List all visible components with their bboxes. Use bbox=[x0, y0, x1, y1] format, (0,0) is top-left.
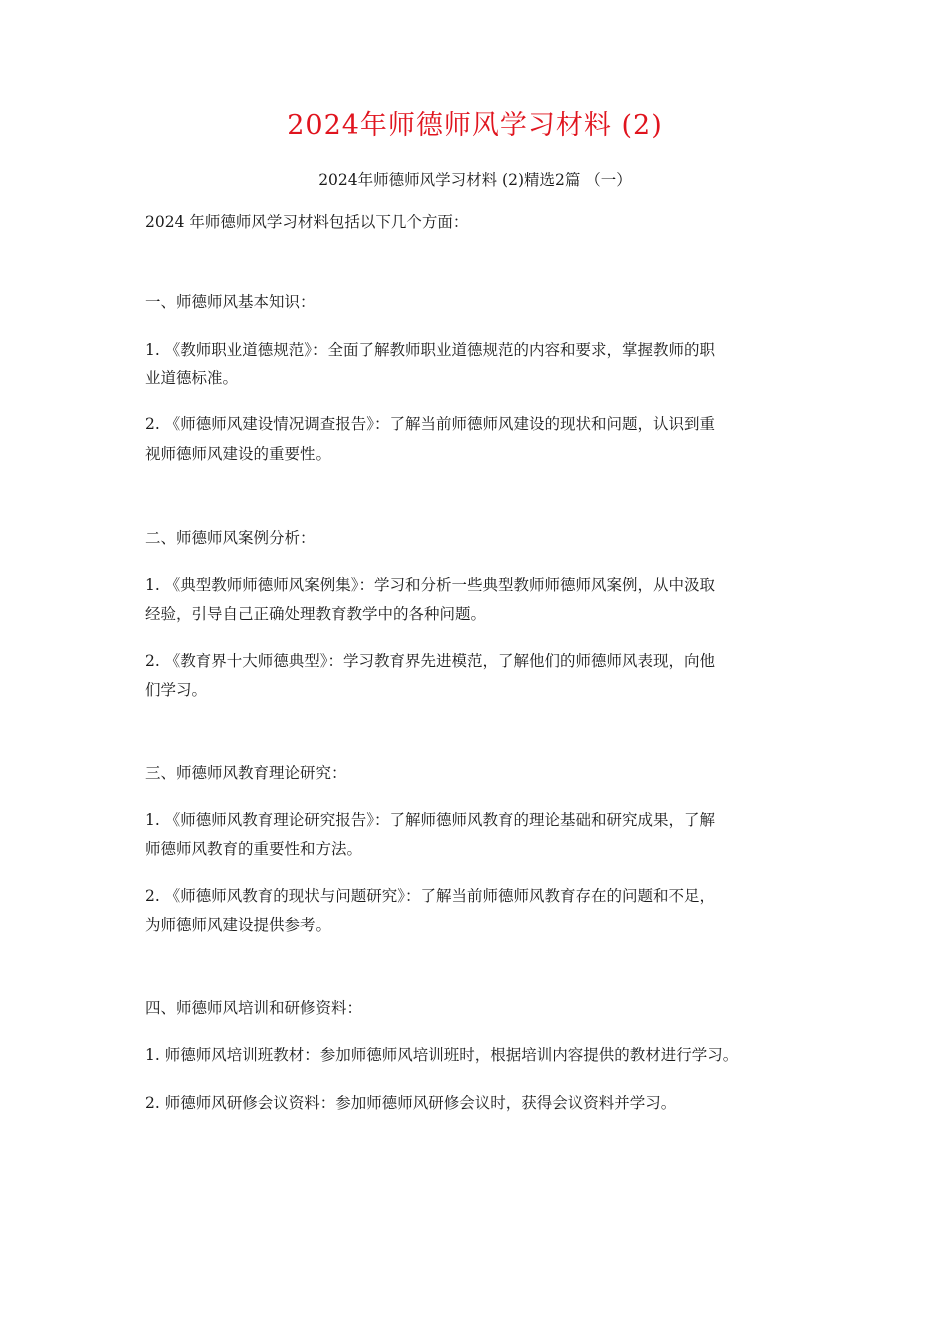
intro-paragraph: 2024 年师德师风学习材料包括以下几个方面： bbox=[145, 213, 469, 231]
list-item-line: 1. 《师德师风教育理论研究报告》：了解师德师风教育的理论基础和研究成果，了解 bbox=[145, 811, 715, 829]
list-item-line: 为师德师风建设提供参考。 bbox=[145, 916, 332, 934]
list-item-line: 1. 《教师职业道德规范》：全面了解教师职业道德规范的内容和要求，掌握教师的职 bbox=[145, 341, 715, 359]
list-item-line: 们学习。 bbox=[145, 681, 208, 699]
list-item-line: 业道德标准。 bbox=[145, 369, 239, 387]
list-item-line: 师德师风教育的重要性和方法。 bbox=[145, 840, 363, 858]
document-title: 2024年师德师风学习材料 (2) bbox=[287, 110, 663, 141]
section-heading: 二、师德师风案例分析： bbox=[145, 529, 316, 547]
list-item-line: 1. 师德师风培训班教材：参加师德师风培训班时，根据培训内容提供的教材进行学习。 bbox=[145, 1046, 739, 1064]
document-subtitle: 2024年师德师风学习材料 (2)精选2篇 （一） bbox=[318, 171, 632, 189]
list-item-line: 2. 《师德师风建设情况调查报告》：了解当前师德师风建设的现状和问题，认识到重 bbox=[145, 415, 715, 433]
list-item-line: 2. 《师德师风教育的现状与问题研究》：了解当前师德师风教育存在的问题和不足， bbox=[145, 887, 715, 905]
list-item-line: 2. 师德师风研修会议资料：参加师德师风研修会议时，获得会议资料并学习。 bbox=[145, 1094, 677, 1112]
list-item-line: 2. 《教育界十大师德典型》：学习教育界先进模范，了解他们的师德师风表现，向他 bbox=[145, 652, 715, 670]
list-item-line: 经验，引导自己正确处理教育教学中的各种问题。 bbox=[145, 605, 487, 623]
section-heading: 一、师德师风基本知识： bbox=[145, 293, 316, 311]
section-heading: 三、师德师风教育理论研究： bbox=[145, 764, 347, 782]
section-heading: 四、师德师风培训和研修资料： bbox=[145, 999, 363, 1017]
list-item-line: 视师德师风建设的重要性。 bbox=[145, 445, 332, 463]
list-item-line: 1. 《典型教师师德师风案例集》：学习和分析一些典型教师师德师风案例，从中汲取 bbox=[145, 576, 715, 594]
